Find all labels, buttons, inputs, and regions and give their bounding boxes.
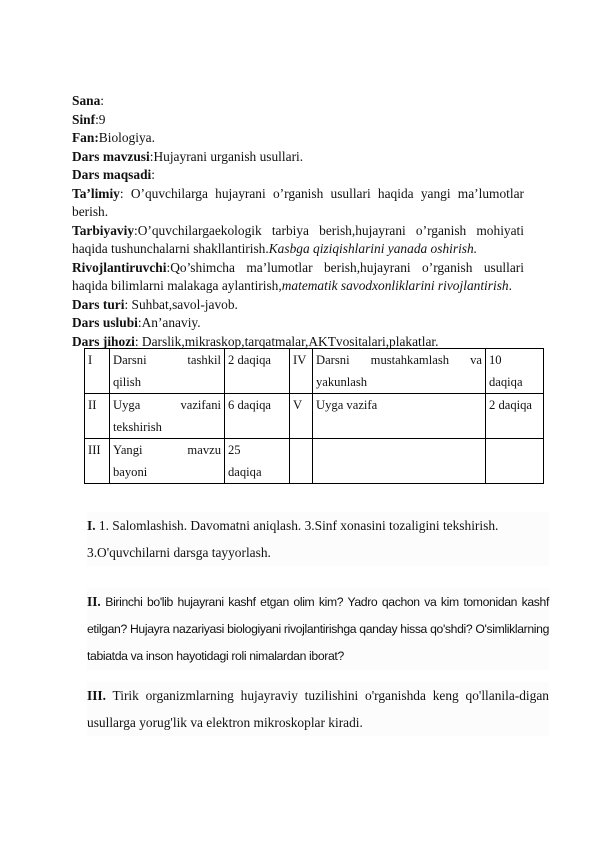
educational-value: : O’quvchilarga hujayrani o’rganish usullari haqida yangi ma’lumotlar berish. <box>72 185 524 219</box>
section-two-text: Birinchi bo'lib hujayrani kashf etgan olim kim? Yadro qachon va kim tomonidan kashf etilgan? Hujayra nazariyasi biologiyani rivojlantirishga qanday hissa qo'shdi? O'simliklarning tabiatda va inson hayotidagi roli nimalardan iborat? <box>87 595 549 663</box>
stage-number-cell <box>290 439 313 484</box>
section-one-text: 1. Salomlashish. Davomatni aniqlash. 3.Sinf xonasini tozaligini tekshirish. <box>95 518 499 533</box>
date-line <box>72 92 524 111</box>
subject-value: Biologiya. <box>98 130 155 145</box>
stage-name-line2: tekshirish <box>113 420 162 434</box>
educational-label: Ta’limiy <box>72 185 120 201</box>
goal-line <box>72 166 524 185</box>
stage-name-line1: Yangi mavzu <box>113 443 221 457</box>
stage-name-line1: Uyga vazifa <box>316 398 378 412</box>
stage-time-line2: daqiqa <box>228 465 262 479</box>
topic-label: Dars mavzusi <box>72 148 150 164</box>
lesson-equipment-value: : Darslik,mikraskop,tarqatmalar,AKTvositalari,plakatlar. <box>134 333 439 349</box>
goal-value: : <box>151 167 155 182</box>
topic-value: :Hujayrani urganish usullari. <box>149 148 304 164</box>
stage-time-cell <box>486 349 544 394</box>
class-label: Sinf <box>72 111 96 127</box>
stage-name-line1: Darsni mustahkamlash va <box>316 353 482 367</box>
stage-number: V <box>293 398 303 412</box>
stage-name-cell <box>110 349 225 394</box>
table-row <box>85 439 544 484</box>
developmental-goal <box>72 259 524 296</box>
class-line <box>72 111 524 130</box>
lesson-plan-table <box>84 348 544 484</box>
stage-number: II <box>88 398 97 412</box>
date-label: Sana <box>72 93 101 108</box>
developmental-italic: matematik savodxonliklarini rivojlantirish <box>281 278 509 293</box>
educational-goal <box>72 185 524 222</box>
section-one-line2: 3.O'quvchilarni darsga tayyorlash. <box>87 545 271 560</box>
stage-time-cell <box>225 394 290 439</box>
stage-time-line1: 25 <box>228 443 241 457</box>
section-two-paragraph <box>87 588 549 670</box>
developmental-label: Rivojlantiruvchi <box>72 259 167 275</box>
stage-name-cell <box>110 394 225 439</box>
stage-name-line2: yakunlash <box>316 375 368 389</box>
stage-time: 6 daqiqa <box>228 398 272 412</box>
section-three-text: Tirik organizmlarning hujayraviy tuzilishini o'rganishda keng qo'llanila-digan usullarga yorug'lik va elektron mikroskoplar kiradi. <box>87 688 549 730</box>
lesson-method-line <box>72 314 524 333</box>
upbringing-value: :O’quvchilargaekologik tarbiya berish,hujayrani o’rganish mohiyati haqida tushunchalarni shakllantirish. <box>72 222 524 256</box>
stage-time-cell <box>486 439 544 484</box>
stage-name-cell <box>313 394 486 439</box>
stage-time-cell <box>486 394 544 439</box>
section-one-line1 <box>87 512 549 539</box>
upbringing-italic: Kasbga qiziqishlarini yanada oshirish. <box>268 241 478 256</box>
stage-time-cell <box>225 439 290 484</box>
stage-number: I <box>88 353 93 367</box>
stage-number-cell <box>290 394 313 439</box>
stage-time-line1: 2 daqiqa <box>489 398 533 412</box>
developmental-value: :Qo’shimcha ma’lumotlar berish,hujayrani o’rganish usullari haqida bilimlarni malakaga aylantirish, <box>72 259 524 293</box>
stage-time-line2: daqiqa <box>489 375 523 389</box>
stage-name-line1: Darsni tashkil <box>113 353 221 367</box>
date-value: : <box>100 93 105 108</box>
section-three-number: III. <box>87 688 106 703</box>
class-value: :9 <box>95 111 106 127</box>
stage-number: III <box>88 443 101 457</box>
table-row <box>85 394 544 439</box>
section-three <box>87 682 549 736</box>
subject-label: Fan: <box>72 130 99 145</box>
lesson-type-line <box>72 296 524 315</box>
lesson-type-label: Dars turi <box>72 296 125 312</box>
stage-time: 2 daqiqa <box>228 353 272 367</box>
upbringing-label: Tarbiyaviy <box>72 222 135 238</box>
section-three-paragraph <box>87 682 549 736</box>
stage-name-cell <box>313 349 486 394</box>
stage-time-cell <box>225 349 290 394</box>
table-row <box>85 349 544 394</box>
lesson-equipment-label: Dars jihozi <box>72 333 135 349</box>
stage-number-cell <box>85 394 110 439</box>
upbringing-goal <box>72 222 524 259</box>
stage-name-line2: qilish <box>113 375 141 389</box>
lesson-method-value: :An’anaviy. <box>137 315 201 330</box>
developmental-end: . <box>508 278 512 293</box>
stage-name-cell <box>110 439 225 484</box>
topic-line <box>72 148 524 167</box>
stage-number: IV <box>293 353 307 367</box>
section-one-number: I. <box>87 518 96 533</box>
stage-number-cell <box>290 349 313 394</box>
stage-time-line1: 10 <box>489 353 502 367</box>
subject-line <box>72 129 524 148</box>
lesson-method-label: Dars uslubi <box>72 315 138 330</box>
section-two <box>87 588 549 670</box>
lesson-type-value: : Suhbat,savol-javob. <box>124 296 238 312</box>
section-two-number: II. <box>87 594 101 609</box>
section-one <box>87 512 549 566</box>
lesson-header <box>72 92 524 351</box>
stage-name-line2: bayoni <box>113 465 148 479</box>
stage-name-line1: Uyga vazifani <box>113 398 221 412</box>
stage-number-cell <box>85 349 110 394</box>
stage-name-cell <box>313 439 486 484</box>
goal-label: Dars maqsadi <box>72 167 152 182</box>
stage-number-cell <box>85 439 110 484</box>
